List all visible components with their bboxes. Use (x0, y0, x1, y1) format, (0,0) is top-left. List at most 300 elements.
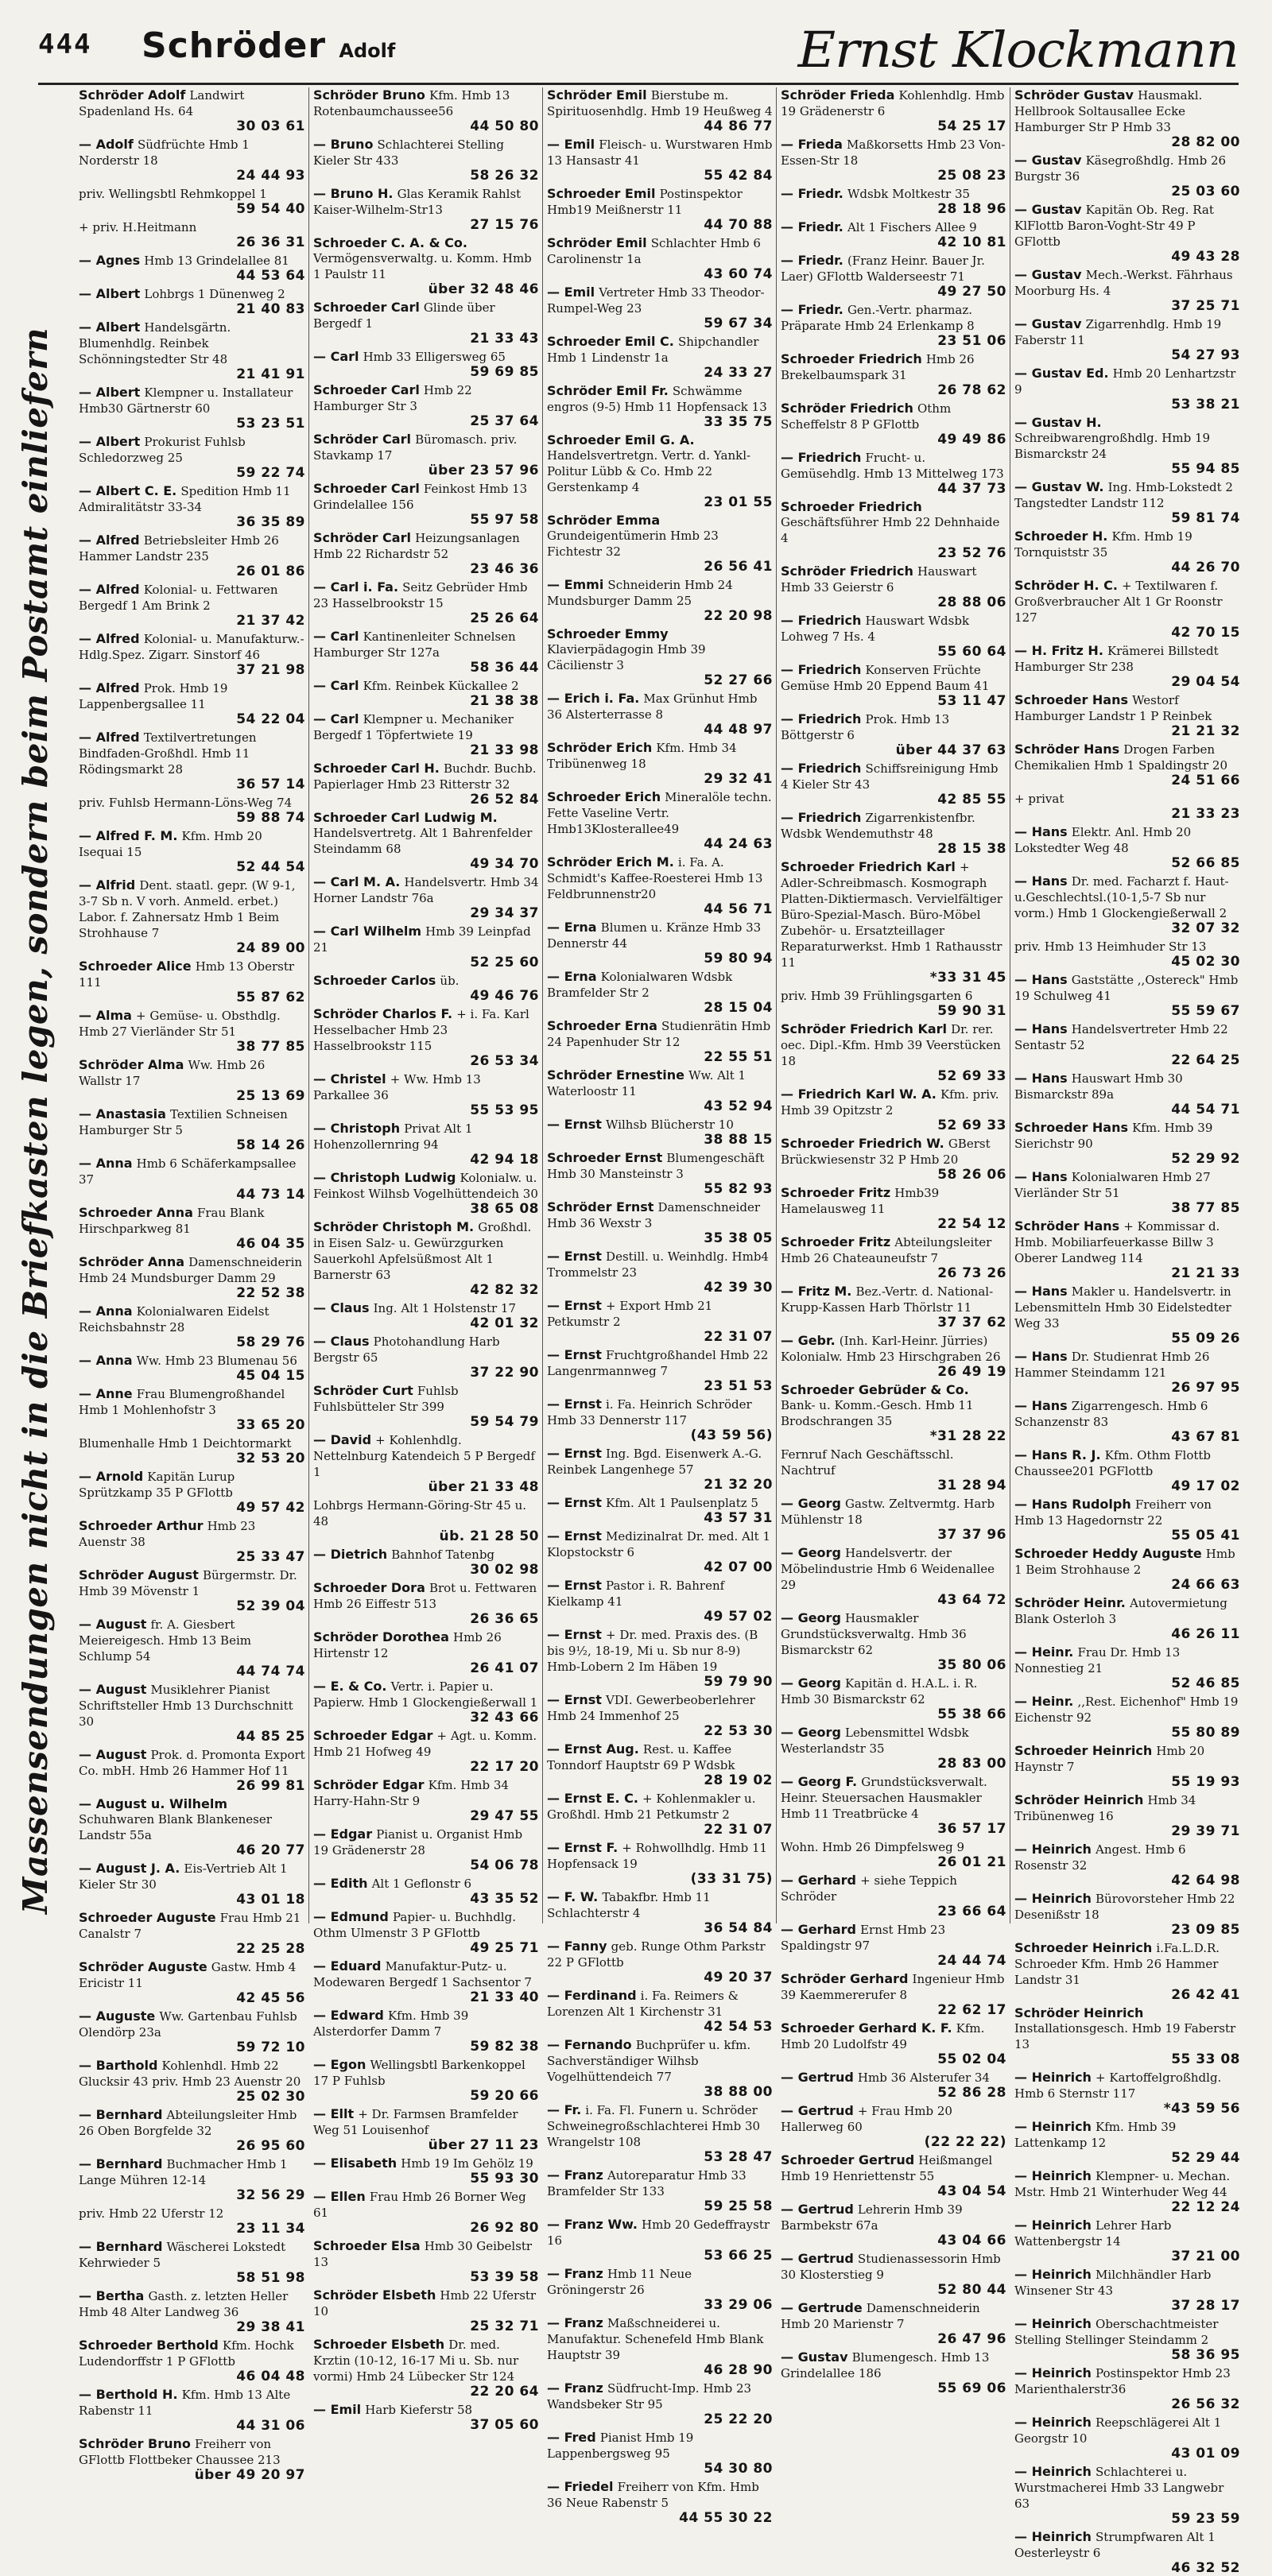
directory-entry (547, 334, 773, 381)
entry-phone: 33 65 20 (236, 1417, 305, 1433)
directory-entry (547, 1528, 773, 1575)
entry-name: — Ferdinand (547, 1988, 637, 2003)
directory-entry (79, 137, 305, 184)
entry-name: — Erich i. Fa. (547, 691, 640, 706)
entry-description: Ww. Hmb 26 Wallstr 17 (79, 1058, 266, 1088)
directory-entry (781, 1839, 1006, 1870)
entry-phone: 22 20 98 (704, 608, 773, 624)
entry-phone: 59 67 34 (704, 316, 773, 331)
entry-phone: 22 25 28 (236, 1941, 305, 1957)
entry-name: — August (79, 1747, 147, 1762)
directory-entry (313, 1580, 539, 1627)
entry-description: Fleisch- u. Wurstwaren Hmb 13 Hansastr 41 (547, 138, 773, 168)
entry-name: — Gerhard (781, 1873, 856, 1888)
directory-entry (79, 1353, 305, 1384)
entry-name: — Friedr. (781, 186, 843, 201)
directory-entry (781, 1971, 1006, 2018)
entry-name: — Franz (547, 2315, 603, 2330)
directory-entry (781, 2300, 1006, 2347)
entry-name: Schröder Curt (313, 1383, 413, 1398)
entry-name: — Ernst (547, 1446, 602, 1461)
entry-phone: 53 66 25 (704, 2248, 773, 2264)
directory-entry (547, 789, 773, 852)
entry-description: Damenschneiderin Hmb 24 Mundsburger Damm 29 (79, 1255, 303, 1285)
entry-phone: 38 88 15 (704, 1132, 773, 1148)
entry-name: — Ernst (547, 1578, 602, 1593)
entry-name: — F. W. (547, 1889, 599, 1904)
entry-phone: 52 29 44 (1171, 2150, 1240, 2166)
entry-phone: 49 49 86 (937, 432, 1006, 447)
entry-description: Buchmacher Hmb 1 Lange Mühren 12-14 (79, 2157, 288, 2187)
entry-description: Vertreter Hmb 33 Theodor-Rumpel-Weg 23 (547, 285, 765, 316)
entry-description: Heißmangel Hmb 19 Henriettenstr 55 (781, 2153, 993, 2183)
entry-phone: 54 27 93 (1171, 347, 1240, 363)
entry-phone: 28 83 00 (937, 1756, 1006, 1772)
entry-phone: 22 52 38 (236, 1285, 305, 1301)
entry-name: — Friedrich Karl W. A. (781, 1087, 937, 1102)
entry-description: Autovermietung Blank Osterloh 3 (1014, 1596, 1227, 1626)
entry-phone: 25 26 64 (470, 610, 539, 626)
entry-description: Kapitän Lurup Sprützkamp 35 P GFlottb (79, 1470, 235, 1500)
entry-phone: 49 46 76 (470, 988, 539, 1004)
entry-name: — Bernhard (79, 2156, 163, 2171)
entry-description: Prokurist Fuhlsb Schledorzweg 25 (79, 435, 246, 465)
entry-phone: 22 53 30 (704, 1723, 773, 1739)
directory-entry (313, 1958, 539, 2005)
directory-entry (79, 959, 305, 1005)
entry-phone: 37 25 71 (1171, 298, 1240, 314)
directory-entry (547, 186, 773, 233)
entry-description: Handelsgärtn. Blumenhdlg. Reinbek Schönningstedter Str 48 (79, 320, 231, 366)
directory-entry (79, 1205, 305, 1252)
entry-name: — Ernst (547, 1528, 602, 1544)
entry-phone: 29 32 41 (704, 771, 773, 787)
entry-name: — Franz (547, 2380, 603, 2396)
directory-entry (1014, 1497, 1240, 1544)
entry-phone: 38 65 08 (470, 1201, 539, 1217)
entry-phone: 49 43 28 (1171, 249, 1240, 265)
directory-entry (1014, 692, 1240, 739)
entry-phone: 43 60 74 (704, 266, 773, 282)
directory-entry (1014, 2168, 1240, 2215)
entry-description: VDI. Gewerbeoberlehrer Hmb 24 Immenhof 25 (547, 1693, 755, 1723)
entry-phone: 37 05 60 (470, 2417, 539, 2433)
entry-description: Bez.-Vertr. d. National-Krupp-Kassen Harb Thörlstr 11 (781, 1284, 994, 1315)
entry-name: — Gustav (1014, 316, 1082, 331)
directory-entry (313, 761, 539, 808)
directory-entry (547, 1396, 773, 1443)
entry-description: Handelsvertr. der Möbelindustrie Hmb 6 Weidenallee 29 (781, 1546, 995, 1592)
entry-description: Hmb 22 Hamburger Str 3 (313, 383, 472, 413)
directory-entry (547, 2479, 773, 2526)
directory-entry (547, 854, 773, 917)
entry-phone: 35 80 06 (937, 1657, 1006, 1673)
entry-name: — Heinrich (1014, 2267, 1092, 2282)
directory-entry (547, 740, 773, 787)
directory-entry (781, 1873, 1006, 1919)
entry-name: — Georg (781, 1675, 841, 1691)
directory-entry (547, 432, 773, 510)
directory-entry (781, 1496, 1006, 1543)
directory-entry (313, 973, 539, 1004)
entry-phone: 36 35 89 (236, 514, 305, 530)
directory-entry (547, 1199, 773, 1246)
directory-entry (1014, 643, 1240, 690)
entry-name: — Emmi (547, 577, 604, 592)
entry-phone: 54 06 78 (470, 1857, 539, 1873)
directory-entry (79, 87, 305, 134)
entry-name: — Elisabeth (313, 2156, 398, 2171)
entry-name: Schroeder Erna (547, 1018, 657, 1033)
entry-name: — Fritz M. (781, 1284, 852, 1299)
entry-phone: über 27 11 23 (428, 2137, 539, 2153)
entry-phone: 37 21 00 (1171, 2249, 1240, 2264)
entry-phone: 55 05 41 (1171, 1528, 1240, 1544)
entry-description: Kfm. Hmb 39 Lattenkamp 12 (1014, 2120, 1177, 2150)
entry-name: Schröder Emil (547, 87, 647, 103)
entry-description: Kfm. Hmb 20 Isequai 15 (79, 829, 262, 859)
entry-description: Dr. med. Krztin (10-12, 16-17 Mi u. Sb. nur vormi) Hmb 24 Lübecker Str 124 (313, 2338, 519, 2384)
entry-phone: 32 56 29 (236, 2187, 305, 2203)
entry-name: Schröder Emil (547, 235, 647, 250)
directory-entry (781, 859, 1006, 986)
directory-entry (547, 1988, 773, 2035)
entry-name: — Emil (547, 285, 595, 300)
entry-description: fr. A. Giesbert Meiereigesch. Hmb 13 Beim Schlump 54 (79, 1617, 251, 1664)
entry-phone: 23 51 53 (704, 1378, 773, 1394)
entry-phone: 44 54 71 (1171, 1102, 1240, 1118)
directory-entry (781, 2020, 1006, 2067)
entry-phone: 23 11 34 (236, 2221, 305, 2237)
entry-phone: 29 39 71 (1171, 1823, 1240, 1839)
entry-description: Glinde über Bergedf 1 (313, 300, 495, 331)
entry-description: Handelsvertr. Hmb 34 Horner Landstr 76a (313, 875, 539, 905)
entry-description: Schlachter Hmb 6 Carolinenstr 1a (547, 236, 761, 266)
entry-description: Gen.-Vertr. pharmaz. Präparate Hmb 24 Erlenkamp 8 (781, 303, 975, 333)
directory-entry (79, 1435, 305, 1466)
directory-entry (79, 533, 305, 579)
entry-name: Schroeder Anna (79, 1205, 193, 1220)
entry-name: — Friedrich (781, 711, 862, 726)
directory-entry (1014, 1349, 1240, 1396)
entry-phone: 26 01 86 (236, 564, 305, 579)
entry-description: Blumengeschäft Hmb 30 Mansteinstr 3 (547, 1151, 765, 1181)
entry-description: Blumenhalle Hmb 1 Deichtormarkt (79, 1436, 292, 1451)
directory-entry (781, 87, 1006, 134)
entry-name: — Carl (313, 711, 359, 726)
entry-name: Schröder Emma (547, 513, 661, 528)
entry-name: — Hans (1014, 1071, 1068, 1086)
entry-phone: 55 87 62 (236, 990, 305, 1005)
entry-name: — Friedel (547, 2479, 614, 2494)
entry-phone: 26 78 62 (937, 382, 1006, 398)
entry-phone: 24 44 74 (937, 1953, 1006, 1969)
entry-description: Hmb 39 Leinpfad 21 (313, 924, 531, 955)
entry-description: + Ww. Hmb 13 Parkallee 36 (313, 1072, 481, 1102)
entry-name: — Bruno H. (313, 186, 394, 201)
entry-description: Abteilungsleiter Hmb 26 Chateauneufstr 7 (781, 1235, 992, 1265)
directory-entry (547, 235, 773, 282)
directory-entry (781, 2251, 1006, 2298)
directory-entry (79, 2206, 305, 2237)
directory-entry (313, 1909, 539, 1956)
directory-entry (79, 1386, 305, 1433)
entry-name: Schroeder H. (1014, 529, 1108, 544)
directory-entry (547, 513, 773, 575)
entry-phone: 23 66 64 (937, 1904, 1006, 1919)
entry-name: Schröder Gustav (1014, 87, 1134, 103)
entry-description: Rest. u. Kaffee Tonndorf Hauptstr 69 P Wdsbk (547, 1742, 735, 1772)
entry-description: Schlachterei u. Wurstmacherei Hmb 33 Langwebr 63 (1014, 2465, 1224, 2511)
entry-description: i. Fa. Reimers & Lorenzen Alt 1 Kirchenstr 31 (547, 1989, 739, 2019)
entry-name: — Carl (313, 629, 359, 644)
entry-description: Buchdr. Buchb. Papierlager Hmb 23 Ritterstr 32 (313, 761, 537, 792)
entry-phone: 36 57 14 (236, 777, 305, 792)
entry-name: — Erna (547, 969, 597, 984)
directory-entry (313, 629, 539, 676)
entry-description: Hmb 20 Gedeffraystr 16 (547, 2218, 770, 2248)
entry-name: — Fr. (547, 2102, 582, 2117)
entry-description: Konserven Früchte Gemüse Hmb 20 Eppend Baum 41 (781, 663, 990, 693)
entry-name: Schroeder Elsa (313, 2238, 421, 2253)
entry-phone: 49 20 37 (704, 1970, 773, 1985)
entry-description: Lehrer Harb Wattenbergstr 14 (1014, 2218, 1172, 2249)
entry-phone: 55 69 06 (937, 2380, 1006, 2396)
directory-entry (79, 2107, 305, 2154)
entry-phone: 42 94 18 (470, 1152, 539, 1168)
entry-name: Schroeder Heinrich (1014, 1743, 1153, 1758)
entry-name: Schroeder Alice (79, 959, 192, 974)
entry-description: Pianist u. Organist Hmb 19 Grädenerstr 28 (313, 1827, 523, 1857)
entry-name: Schröder Carl (313, 530, 411, 545)
entry-description: Autoreparatur Hmb 33 Bramfelder Str 133 (547, 2168, 747, 2198)
entry-description: Feinkost Hmb 13 Grindelallee 156 (313, 482, 528, 512)
entry-name: — Georg (781, 1545, 841, 1560)
entry-description: Blumen u. Kränze Hmb 33 Dennerstr 44 (547, 920, 762, 951)
entry-name: — Georg F. (781, 1774, 858, 1789)
entry-name: — Anna (79, 1303, 133, 1319)
entry-name: — Gustav Ed. (1014, 366, 1109, 381)
entry-phone: 42 64 98 (1171, 1873, 1240, 1888)
directory-entry (313, 1071, 539, 1118)
entry-name: — Friedr. (781, 302, 843, 317)
entry-name: — Adolf (79, 137, 134, 152)
entry-phone: 25 22 20 (704, 2411, 773, 2427)
directory-entry (781, 1021, 1006, 1084)
entry-description: Hmb 1 Beim Strohhause 2 (1014, 1547, 1235, 1577)
entry-description: Bank- u. Komm.-Gesch. Hmb 11 Brodschrangen 35 (781, 1398, 974, 1428)
directory-column (776, 87, 1006, 2396)
entry-phone: über 49 20 97 (194, 2467, 305, 2483)
entry-phone: 23 09 85 (1171, 1922, 1240, 1938)
entry-description: Fruchtgroßhandel Hmb 22 Langenrmannweg 7 (547, 1348, 769, 1378)
header-rule (38, 83, 1239, 85)
entry-phone: 55 59 67 (1171, 1003, 1240, 1019)
entry-phone: 22 12 24 (1171, 2199, 1240, 2215)
entry-name: Schroeder Emil (547, 186, 656, 201)
entry-description: Hmb 33 Elligersweg 65 (363, 350, 506, 364)
entry-name: Schroeder Carl (313, 382, 420, 397)
entry-name: — Heinrich (1014, 2316, 1092, 2331)
entry-name: — Bruno (313, 137, 374, 152)
entry-phone: 26 73 26 (937, 1265, 1006, 1281)
directory-entry (313, 1170, 539, 1217)
entry-description: Grundstücksverwalt. Heinr. Steuersachen Hausmakler Hmb 11 Treatbrücke 4 (781, 1775, 987, 1821)
directory-entry (1014, 415, 1240, 477)
entry-description: Lohbrgs Hermann-Göring-Str 45 u. 48 (313, 1498, 527, 1528)
directory-entry (781, 761, 1006, 808)
entry-name: Schröder Ernestine (547, 1067, 685, 1083)
entry-phone: 22 31 07 (704, 1329, 773, 1345)
directory-entry (781, 186, 1006, 217)
entry-description: Lebensmittel Wdsbk Westerlandstr 35 (781, 1726, 969, 1756)
entry-name: — Ernst (547, 1495, 602, 1510)
entry-name: — Gustav (1014, 202, 1082, 217)
entry-description: Postinspektor Hmb19 Meißnerstr 11 (547, 187, 743, 217)
entry-description: Milchhändler Harb Winsener Str 43 (1014, 2268, 1212, 2298)
entry-phone: 26 41 07 (470, 1660, 539, 1676)
entry-phone: 58 51 98 (236, 2270, 305, 2286)
entry-phone: 26 56 41 (704, 559, 773, 575)
directory-entry (547, 1741, 773, 1788)
entry-description: Ernst Hmb 23 Spaldingstr 97 (781, 1923, 946, 1953)
entry-name: — Ernst (547, 1249, 602, 1264)
entry-phone: 21 21 33 (1171, 1265, 1240, 1281)
directory-entry (547, 1150, 773, 1197)
entry-name: — Albert C. E. (79, 483, 177, 498)
entry-phone: 38 88 00 (704, 2084, 773, 2100)
entry-description: Hmb 13 Oberstr 111 (79, 959, 295, 990)
entry-description: i.Fa.L.D.R. Schroeder Kfm. Hmb 26 Hammer Landstr 31 (1014, 1941, 1220, 1987)
entry-description: Kolonialwaren Hmb 27 Vierländer Str 51 (1014, 1170, 1211, 1200)
directory-entry (79, 1156, 305, 1203)
entry-phone: 25 02 30 (236, 2089, 305, 2105)
directory-entry (1014, 2218, 1240, 2264)
entry-phone: 55 60 64 (937, 644, 1006, 660)
directory-entry (547, 1889, 773, 1936)
entry-description: + Dr. med. Praxis des. (B bis 9½, 18-19, Mi u. Sb nur 8-9) Hmb-Lobern 2 Im Häben 19 (547, 1628, 758, 1674)
directory-entry (79, 2288, 305, 2335)
entry-phone: 37 37 62 (937, 1315, 1006, 1331)
entry-description: (Inh. Karl-Heinr. Jürries) Kolonialw. Hmb 23 Hirschgraben 26 (781, 1334, 1001, 1364)
directory-entry (1014, 1694, 1240, 1741)
entry-phone: 38 77 85 (1171, 1200, 1240, 1216)
entry-description: Oberschachtmeister Stelling Stellinger Steindamm 2 (1014, 2317, 1219, 2347)
entry-phone: 26 01 21 (937, 1854, 1006, 1870)
entry-phone: 44 85 25 (236, 1729, 305, 1745)
page-number: 444 (38, 29, 92, 60)
entry-phone: 21 38 38 (470, 693, 539, 709)
entry-name: — Albert (79, 320, 141, 335)
entry-description: Kolonialwaren Eidelst Reichsbahnstr 28 (79, 1304, 270, 1334)
entry-name: Schröder Dorothea (313, 1629, 449, 1644)
entry-name: Schröder Emil Fr. (547, 383, 669, 398)
entry-name: Schroeder Carl Ludwig M. (313, 810, 498, 825)
entry-description: Hausmakl. Hellbrook Soltausallee Ecke Hamburger Str P Hmb 33 (1014, 88, 1203, 134)
entry-phone: 25 33 47 (236, 1549, 305, 1565)
entry-phone: 43 01 18 (236, 1892, 305, 1908)
entry-phone: 54 25 17 (937, 118, 1006, 134)
directory-entry (1014, 366, 1240, 413)
entry-description: Hmb39 Hamelausweg 11 (781, 1186, 940, 1216)
entry-name: Schroeder Emil C. (547, 334, 674, 349)
entry-name: — Hans (1014, 1021, 1068, 1036)
entry-name: — Heinrich (1014, 2464, 1092, 2479)
entry-phone: 46 32 52 (1171, 2560, 1240, 2576)
directory-entry (313, 1497, 539, 1544)
directory-entry (781, 253, 1006, 300)
directory-entry (313, 1334, 539, 1381)
entry-description: priv. Fuhlsb Hermann-Löns-Weg 74 (79, 796, 293, 810)
entry-description: Frau Hmb 21 Canalstr 7 (79, 1911, 301, 1941)
directory-entry (1014, 824, 1240, 871)
entry-name: Schroeder Emmy (547, 626, 669, 641)
entry-phone: 58 36 95 (1171, 2347, 1240, 2363)
directory-entry (313, 810, 539, 872)
entry-description: Blumengesch. Hmb 13 Grindelallee 186 (781, 2350, 990, 2380)
entry-phone: 33 29 06 (704, 2297, 773, 2313)
directory-entry (781, 564, 1006, 610)
entry-phone: 25 32 71 (470, 2318, 539, 2334)
entry-phone: 29 34 37 (470, 905, 539, 921)
entry-description: Privat Alt 1 Hohenzollernring 94 (313, 1121, 473, 1152)
entry-description: Handelsvertretgn. Vertr. d. Yankl-Politur Lübb & Co. Hmb 22 Gerstenkamp 4 (547, 448, 751, 494)
directory-entry (781, 711, 1006, 758)
directory-entry (313, 2287, 539, 2334)
entry-name: Schröder Heinrich (1014, 1792, 1144, 1807)
entry-name: — August J. A. (79, 1861, 180, 1876)
entry-description: Othm Scheffelstr 8 P GFlottb (781, 401, 952, 432)
entry-phone: (43 59 56) (690, 1427, 773, 1443)
entry-description: geb. Runge Othm Parkstr 22 P GFlottb (547, 1939, 766, 1970)
entry-description: Textilvertretungen Bindfaden-Großhdl. Hmb 11 Rödingsmarkt 28 (79, 730, 257, 777)
entry-phone: 44 73 14 (236, 1187, 305, 1203)
entry-phone: 22 17 20 (470, 1759, 539, 1775)
entry-name: Schröder H. C. (1014, 578, 1118, 593)
directory-entry (781, 1545, 1006, 1608)
entry-description: Studienassessorin Hmb 30 Klosterstieg 9 (781, 2252, 1001, 2282)
entry-description: Schiffsreinigung Hmb 4 Kieler Str 43 (781, 761, 999, 792)
directory-entry (547, 1067, 773, 1114)
entry-name: — Ernst Aug. (547, 1741, 639, 1757)
directory-entry (79, 1106, 305, 1153)
directory-entry (79, 483, 305, 530)
directory-entry (79, 1518, 305, 1565)
entry-name: Schroeder Carl (313, 481, 420, 496)
entry-description: Hmb 36 Alsterufer 34 (857, 2070, 990, 2085)
entry-name: — Carl i. Fa. (313, 579, 399, 595)
entry-description: Abteilungsleiter Hmb 26 Oben Borgfelde 32 (79, 2108, 297, 2138)
entry-phone: 44 56 71 (704, 901, 773, 917)
entry-name: Schröder Elsbeth (313, 2287, 436, 2303)
entry-description: Installationsgesch. Hmb 19 Faberstr 13 (1014, 2021, 1236, 2051)
entry-description: Hmb 34 Tribünenweg 16 (1014, 1793, 1196, 1823)
entry-name: — Heinr. (1014, 1644, 1074, 1660)
entry-name: — Heinrich (1014, 2218, 1092, 2233)
directory-entry (79, 2058, 305, 2105)
entry-name: Schroeder Ernst (547, 1150, 663, 1165)
directory-entry (313, 1629, 539, 1676)
entry-description: Dr. Studienrat Hmb 26 Hammer Steindamm 121 (1014, 1350, 1210, 1380)
entry-description: Ww. Hmb 23 Blumenau 56 (136, 1354, 297, 1368)
entry-name: Schroeder Friedrich Karl (781, 859, 956, 874)
entry-name: — Hans (1014, 1349, 1068, 1364)
entry-description: Hmb 11 Neue Gröningerstr 26 (547, 2267, 692, 2297)
entry-description: Frucht- u. Gemüsehdlg. Hmb 13 Mittelweg 173 (781, 451, 1004, 481)
entry-description: Fernruf Nach Geschäftsschl. Nachtruf (781, 1447, 954, 1478)
entry-description: Prok. Hmb 13 Böttgerstr 6 (781, 712, 950, 742)
entry-description: Büromasch. priv. Stavkamp 17 (313, 432, 518, 463)
